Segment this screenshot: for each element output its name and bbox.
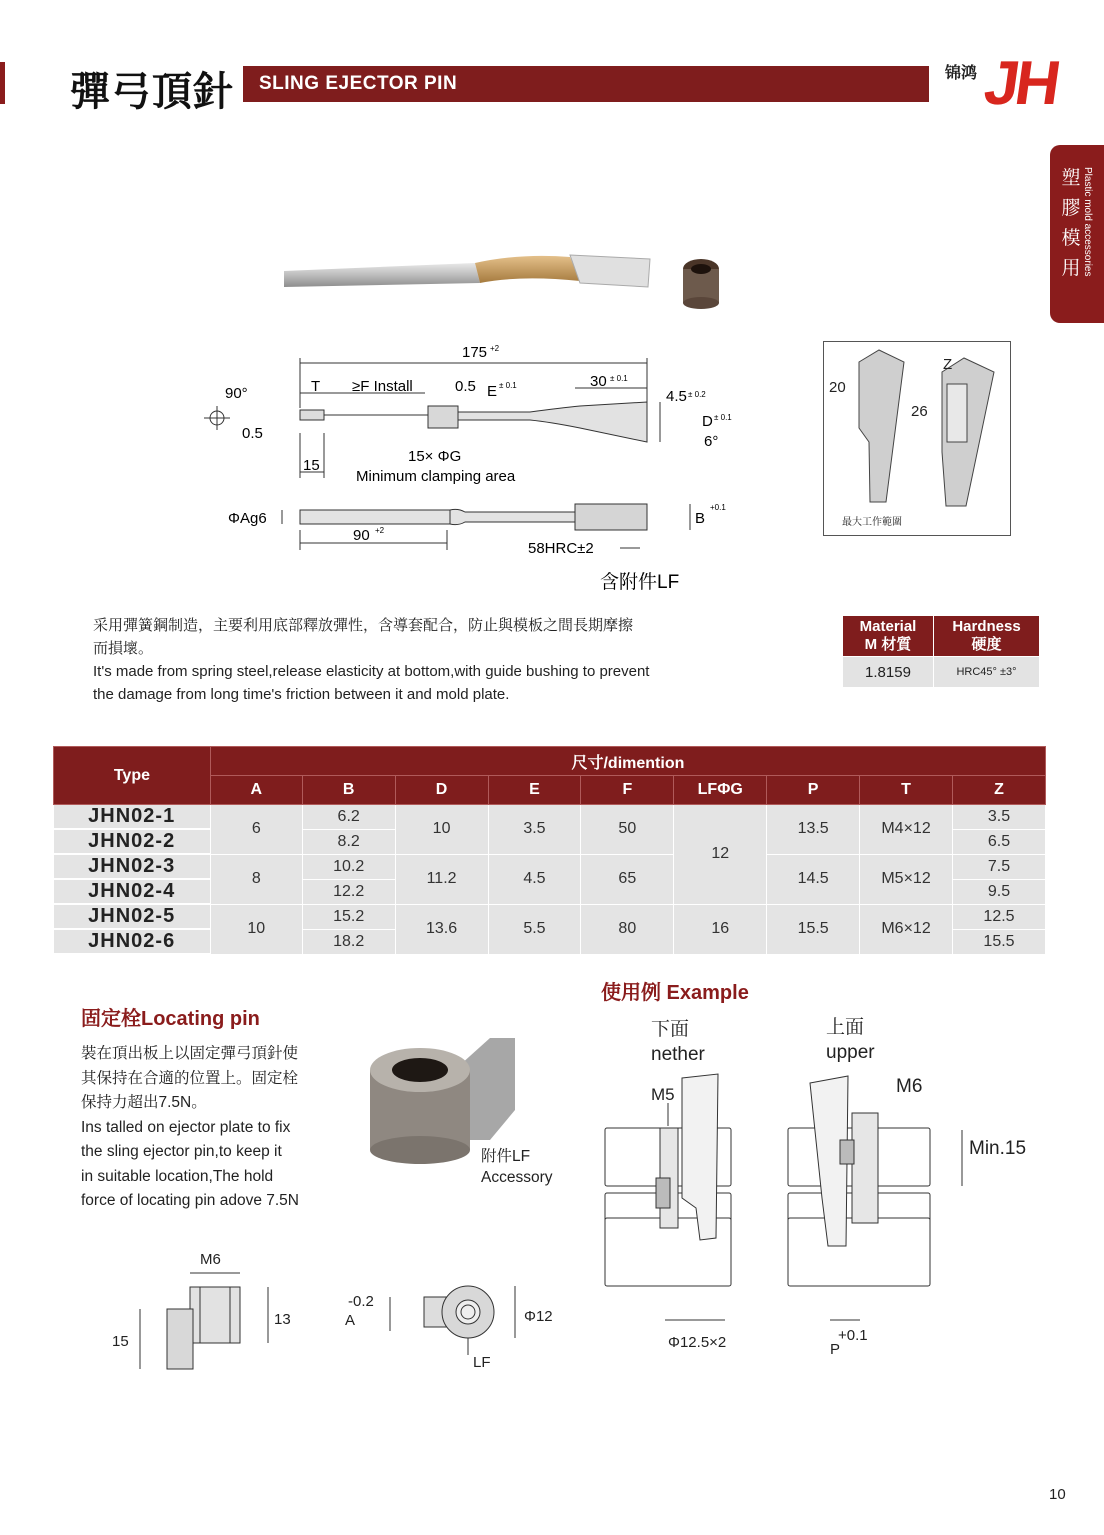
type-cell: JHN02-3 xyxy=(54,854,211,879)
col-f: F xyxy=(581,776,674,805)
desc-cn-1: 采用彈簧鋼制造，主要利用底部釋放彈性，含導套配合，防止與模板之間長期摩擦 xyxy=(93,617,634,634)
lp-tol-a: -0.2 xyxy=(348,1293,374,1310)
dim-4-5-tol: ± 0.2 xyxy=(688,390,706,399)
b-letter: B xyxy=(695,510,706,527)
dim-26: 26 xyxy=(911,403,928,420)
locating-pin-text xyxy=(81,1042,351,1214)
pin-spring-shape xyxy=(475,256,580,283)
lp-dim-15: 15 xyxy=(112,1333,129,1350)
page-number: 10 xyxy=(1049,1486,1066,1503)
z-label: Z xyxy=(943,356,953,373)
dim-175-tol: +2 xyxy=(490,344,500,353)
work-range-figure xyxy=(823,341,1011,536)
e-value: 0.5 xyxy=(455,378,476,395)
lp-m6: M6 xyxy=(200,1251,221,1268)
p-cell: 13.5 xyxy=(767,805,860,855)
lp-phi12: Φ12 xyxy=(524,1308,553,1325)
upper-label: 上面 upper xyxy=(826,1017,875,1063)
lp-dim-13: 13 xyxy=(274,1311,291,1328)
z-cell: 15.5 xyxy=(953,929,1046,954)
material-value: 1.8159 xyxy=(843,657,934,688)
dim-0-5: 0.5 xyxy=(242,425,263,442)
type-cell: JHN02-5 xyxy=(54,904,211,929)
p-cell: 15.5 xyxy=(767,904,860,954)
phi-a-label: ΦAg6 xyxy=(228,510,267,527)
d-letter: D xyxy=(702,413,713,430)
lp-line: 其保持在合適的位置上。固定栓 xyxy=(81,1069,299,1087)
desc-en-1: It's made from spring steel,release elasticity at bottom,with guide bushing to prevent xyxy=(93,663,650,680)
dim-15: 15 xyxy=(303,457,320,474)
dim-30-tol: ± 0.1 xyxy=(610,374,628,383)
f-cell: 80 xyxy=(581,904,674,954)
e-cell: 3.5 xyxy=(488,805,581,855)
col-d: D xyxy=(395,776,488,805)
dim-30: 30 xyxy=(590,373,607,390)
type-header: Type xyxy=(54,747,211,805)
col-lfg: LFΦG xyxy=(674,776,767,805)
side-tab-cn: 塑膠模用 xyxy=(1061,167,1081,279)
e-letter: E xyxy=(487,383,498,400)
spec-table xyxy=(53,746,1046,955)
dim-90-tol: +2 xyxy=(375,526,385,535)
d-tol: ± 0.1 xyxy=(714,413,732,422)
dim-175: 175 xyxy=(462,344,488,361)
nether-label: 下面 nether xyxy=(651,1019,705,1065)
side-category-tab[interactable] xyxy=(1050,145,1104,323)
ex-m5: M5 xyxy=(651,1085,675,1104)
dimension-header: 尺寸/dimention xyxy=(210,747,1045,776)
type-cell: JHN02-1 xyxy=(54,805,211,830)
dim-90: 90 xyxy=(353,527,370,544)
lp-line: 保持力超出7.5N。 xyxy=(81,1094,207,1111)
f-cell: 65 xyxy=(581,854,674,904)
locating-pin-title: 固定栓Locating pin xyxy=(81,1008,260,1030)
lp-lf: LF xyxy=(473,1354,491,1371)
lp-line: the sling ejector pin,to keep it xyxy=(81,1143,282,1160)
ex-p: P xyxy=(830,1341,841,1358)
logo-mark: JH xyxy=(980,49,1062,118)
e-tol: ± 0.1 xyxy=(499,381,517,390)
ex-phi125: Φ12.5×2 xyxy=(668,1334,727,1351)
z-cell: 12.5 xyxy=(953,904,1046,929)
b-tol: +0.1 xyxy=(710,503,726,512)
lp-line: 裝在頂出板上以固定彈弓頂針使 xyxy=(81,1045,299,1062)
b-cell: 15.2 xyxy=(302,904,395,929)
p-cell: 14.5 xyxy=(767,854,860,904)
install-label: ≥F Install xyxy=(352,378,413,395)
b-cell: 8.2 xyxy=(302,829,395,854)
e-cell: 5.5 xyxy=(488,904,581,954)
angle-90: 90° xyxy=(225,385,248,402)
col-t: T xyxy=(860,776,953,805)
e-cell: 4.5 xyxy=(488,854,581,904)
ex-p-tol: +0.1 xyxy=(838,1327,868,1344)
page-title-cn: 彈弓頂針 xyxy=(70,69,234,115)
table-row xyxy=(54,805,1046,830)
angle-6: 6° xyxy=(704,433,719,450)
locating-pin-drawings xyxy=(100,1245,553,1375)
col-b: B xyxy=(302,776,395,805)
side-tab-en: Plastic mold accessories xyxy=(1082,167,1093,277)
dim-20: 20 xyxy=(829,379,846,396)
accessory-label: 附件LF Accessory xyxy=(481,1148,553,1186)
example-drawing xyxy=(600,1068,1070,1368)
bushing-shape xyxy=(691,264,711,274)
a-cell: 6 xyxy=(210,805,302,855)
desc-en-2: the damage from long time's friction between it and mold plate. xyxy=(93,686,510,703)
product-photo xyxy=(270,245,740,325)
b-cell: 10.2 xyxy=(302,854,395,879)
logo-text: 锦鸿 xyxy=(945,63,978,82)
type-cell: JHN02-2 xyxy=(54,829,211,854)
material-table xyxy=(842,615,1040,688)
col-e: E xyxy=(488,776,581,805)
description xyxy=(93,614,793,706)
hardness-value: HRC45° ±3° xyxy=(934,657,1040,688)
pin-rod-shape xyxy=(284,263,480,287)
table-row xyxy=(54,904,1046,929)
pin-head-shape xyxy=(570,255,650,287)
lp-a: A xyxy=(345,1312,356,1329)
d-cell: 13.6 xyxy=(395,904,488,954)
dim-4-5: 4.5 xyxy=(666,388,687,405)
z-cell: 9.5 xyxy=(953,879,1046,904)
hardness-header: Hardness 硬度 xyxy=(934,616,1040,657)
f-cell: 50 xyxy=(581,805,674,855)
example-title: 使用例 Example xyxy=(601,982,749,1004)
col-a: A xyxy=(210,776,302,805)
b-cell: 6.2 xyxy=(302,805,395,830)
with-lf-label: 含附件LF xyxy=(600,572,680,593)
page-title-en: SLING EJECTOR PIN xyxy=(259,73,458,94)
d-cell: 11.2 xyxy=(395,854,488,904)
lfg-cell: 16 xyxy=(674,904,767,954)
hrc-label: 58HRC±2 xyxy=(528,540,594,557)
lp-line: Ins talled on ejector plate to fix xyxy=(81,1118,291,1136)
z-cell: 7.5 xyxy=(953,854,1046,879)
material-header: Material M 材質 xyxy=(843,616,934,657)
d-cell: 10 xyxy=(395,805,488,855)
type-cell: JHN02-6 xyxy=(54,929,211,954)
table-row xyxy=(54,854,1046,879)
lp-line: force of locating pin adove 7.5N xyxy=(81,1192,299,1209)
t-cell: M5×12 xyxy=(860,854,953,904)
pin-dimension-drawing xyxy=(200,338,760,598)
phi-g-label: 15× ΦG xyxy=(408,448,462,465)
col-p: P xyxy=(767,776,860,805)
type-cell: JHN02-4 xyxy=(54,879,211,904)
ex-min15: Min.15 xyxy=(969,1138,1027,1159)
work-range-caption: 最大工作範圍 xyxy=(842,517,902,528)
title-bar xyxy=(243,66,929,102)
left-edge-mark xyxy=(0,62,5,104)
min-clamp-label: Minimum clamping area xyxy=(356,468,516,485)
t-cell: M4×12 xyxy=(860,805,953,855)
b-cell: 18.2 xyxy=(302,929,395,954)
ex-m6: M6 xyxy=(896,1076,923,1097)
a-cell: 10 xyxy=(210,904,302,954)
t-cell: M6×12 xyxy=(860,904,953,954)
lfg-cell: 12 xyxy=(674,805,767,905)
a-cell: 8 xyxy=(210,854,302,904)
label-t: T xyxy=(311,378,321,395)
z-cell: 3.5 xyxy=(953,805,1046,830)
lp-line: in suitable location,The hold xyxy=(81,1167,274,1185)
z-cell: 6.5 xyxy=(953,829,1046,854)
b-cell: 12.2 xyxy=(302,879,395,904)
col-z: Z xyxy=(953,776,1046,805)
desc-cn-2: 而損壞。 xyxy=(93,640,154,657)
